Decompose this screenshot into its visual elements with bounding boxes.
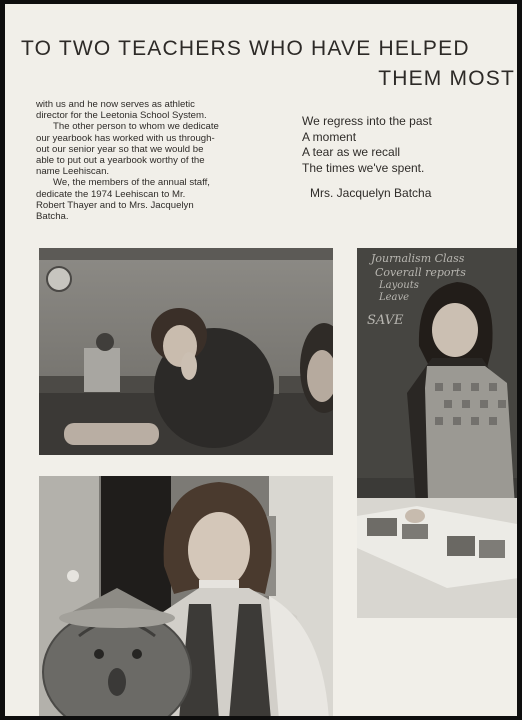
yearbook-page xyxy=(5,4,517,716)
body-line: our yearbook has worked with us through- xyxy=(36,132,215,144)
body-line: out our senior year so that we would be xyxy=(36,143,204,155)
poem-line: We regress into the past xyxy=(302,114,432,128)
photo-chalkboard-art xyxy=(357,248,517,618)
poem-credit: Mrs. Jacquelyn Batcha xyxy=(310,186,432,200)
chalk-text: Coverall reports xyxy=(375,266,466,279)
body-line: The other person to whom we dedicate xyxy=(53,121,219,133)
body-line: able to put out a yearbook worthy of the xyxy=(36,155,205,167)
poem xyxy=(302,114,507,202)
photo-chalkboard-teacher xyxy=(357,248,517,618)
chalk-text: Layouts xyxy=(379,280,419,291)
photo-pumpkin-art xyxy=(39,476,333,716)
body-line: with us and he now serves as athletic xyxy=(36,99,195,110)
chalk-text: Leave xyxy=(379,292,410,303)
photo-classroom-art xyxy=(39,248,333,455)
poem-line: A tear as we recall xyxy=(302,145,401,159)
body-line: Batcha. xyxy=(36,211,69,223)
headline-line-2: THEM MOST xyxy=(378,67,515,90)
photo-classroom-teacher xyxy=(39,248,333,455)
body-line: director for the Leetonia School System. xyxy=(36,110,207,122)
dedication-text xyxy=(36,99,261,222)
poem-line: The times we've spent. xyxy=(302,160,425,175)
poem-line: A moment xyxy=(302,129,357,144)
chalk-text: SAVE xyxy=(367,313,404,328)
headline-line-1: TO TWO TEACHERS WHO HAVE HELPED xyxy=(21,37,470,60)
body-line: We, the members of the annual staff, xyxy=(53,177,210,189)
body-line: Robert Thayer and to Mrs. Jacquelyn xyxy=(36,199,194,211)
photo-teacher-pumpkin xyxy=(39,476,333,716)
body-line: dedicate the 1974 Leehiscan to Mr. xyxy=(36,188,186,200)
body-line: name Leehiscan. xyxy=(36,166,110,178)
chalk-text: Journalism Class xyxy=(371,252,465,265)
